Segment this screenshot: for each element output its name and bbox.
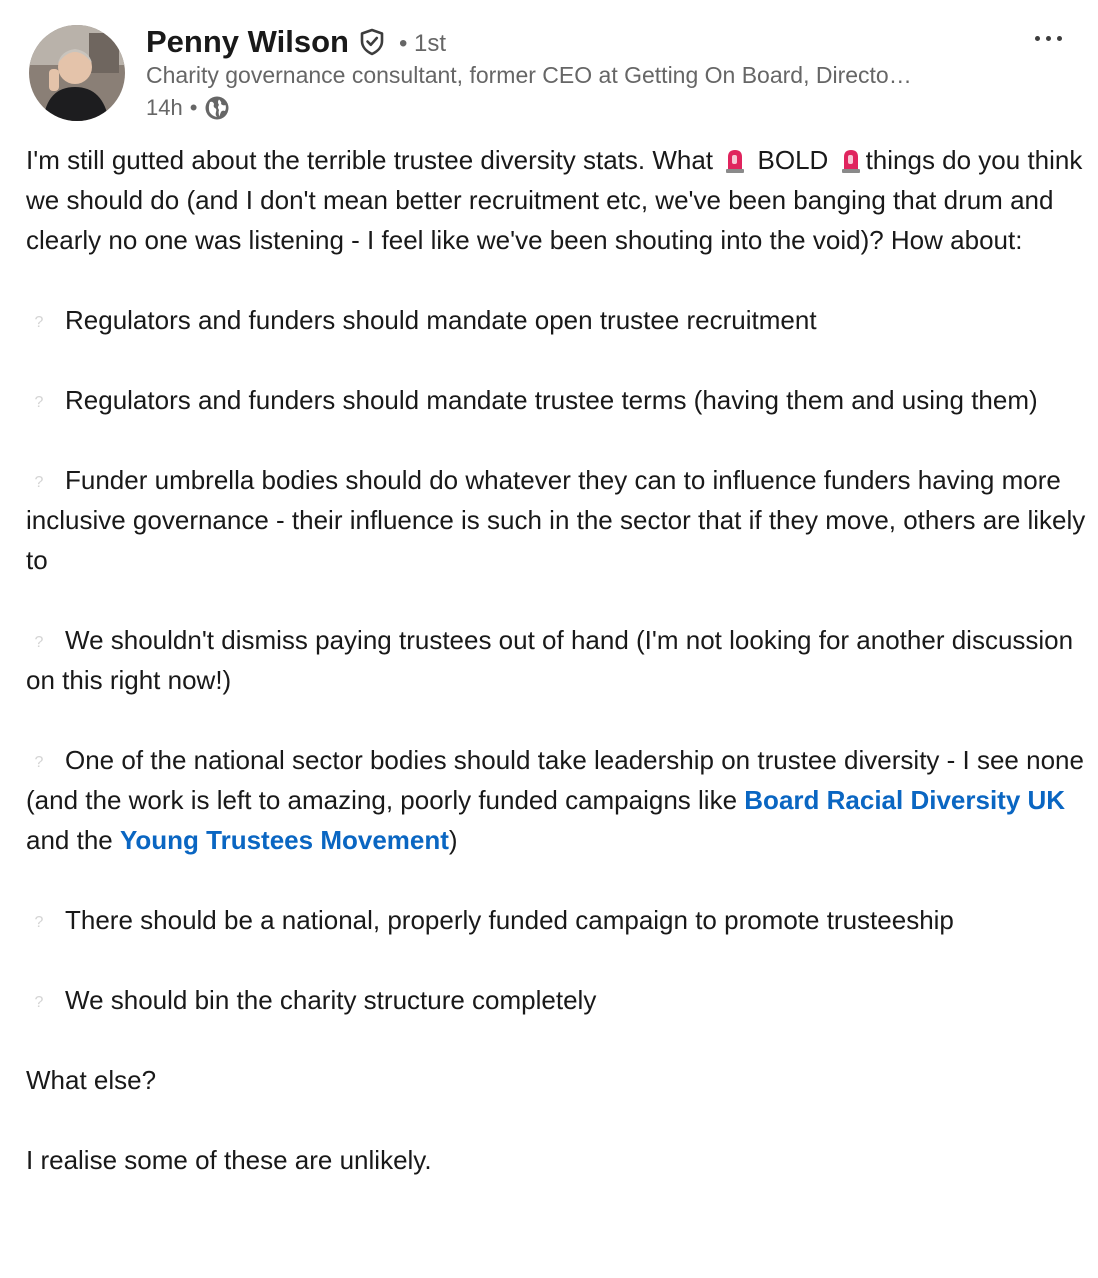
avatar-photo xyxy=(29,25,125,121)
list-item xyxy=(26,740,1086,860)
missing-emoji-icon: ? xyxy=(34,474,44,491)
missing-emoji-icon: ? xyxy=(34,314,44,331)
siren-icon xyxy=(840,145,862,173)
meta-separator: • xyxy=(189,95,198,120)
post-closing: I realise some of these are unlikely. xyxy=(26,1145,432,1175)
missing-emoji-icon: ? xyxy=(34,754,44,771)
list-item-text: One of the national sector bodies should take leadership on trustee diversity - I see none (and the work is left to amazing, poorly funded campaigns like xyxy=(26,745,1084,815)
missing-emoji-icon: ? xyxy=(34,994,44,1011)
author-avatar[interactable] xyxy=(29,25,125,121)
author-name[interactable]: Penny Wilson xyxy=(146,24,349,59)
list-item-text-continued: and the xyxy=(26,825,113,855)
missing-emoji-icon: ? xyxy=(34,394,44,411)
list-item-text: There should be a national, properly funded campaign to promote trusteeship xyxy=(65,905,954,935)
young-trustees-movement-link[interactable]: Young Trustees Movement xyxy=(119,825,449,855)
post-question: What else? xyxy=(26,1065,157,1095)
author-name-row xyxy=(146,22,446,62)
post-body xyxy=(26,140,1086,1180)
bold-word: BOLD xyxy=(757,145,829,175)
post-intro xyxy=(26,140,1086,260)
connection-degree: • 1st xyxy=(398,30,447,57)
list-item-text: We shouldn't dismiss paying trustees out of hand (I'm not looking for another discussion on this right now!) xyxy=(26,625,1074,695)
verified-shield-icon xyxy=(357,27,387,57)
intro-text-continued: things do you think we should do (and I don't mean better recruitment etc, we've been banging that drum and clearly no one was listening - I feel like we've been shouting into the void)? How about: xyxy=(26,145,1083,255)
list-item xyxy=(26,300,1086,340)
missing-emoji-icon: ? xyxy=(34,634,44,651)
list-item-text: Funder umbrella bodies should do whatever they can to influence funders having more inclusive governance - their influence is such in the sector that if they move, others are likely to xyxy=(26,465,1086,575)
author-headline: Charity governance consultant, former CEO at Getting On Board, Directo… xyxy=(146,62,912,88)
post-time: 14h xyxy=(146,95,183,120)
list-item xyxy=(26,980,1086,1020)
siren-icon xyxy=(724,145,746,173)
list-item-text: We should bin the charity structure completely xyxy=(65,985,597,1015)
list-item-text: Regulators and funders should mandate open trustee recruitment xyxy=(65,305,817,335)
list-item xyxy=(26,460,1086,580)
list-item xyxy=(26,380,1086,420)
post-header xyxy=(0,0,1098,130)
closing-paren: ) xyxy=(448,825,458,855)
list-item-text: Regulators and funders should mandate trustee terms (having them and using them) xyxy=(65,385,1038,415)
globe-icon xyxy=(204,95,230,121)
post-meta xyxy=(146,92,230,124)
missing-emoji-icon: ? xyxy=(34,914,44,931)
more-options-icon[interactable] xyxy=(1024,22,1072,54)
list-item xyxy=(26,900,1086,940)
intro-text: I'm still gutted about the terrible trustee diversity stats. What xyxy=(26,145,714,175)
board-racial-diversity-link[interactable]: Board Racial Diversity UK xyxy=(744,785,1066,815)
list-item xyxy=(26,620,1086,700)
